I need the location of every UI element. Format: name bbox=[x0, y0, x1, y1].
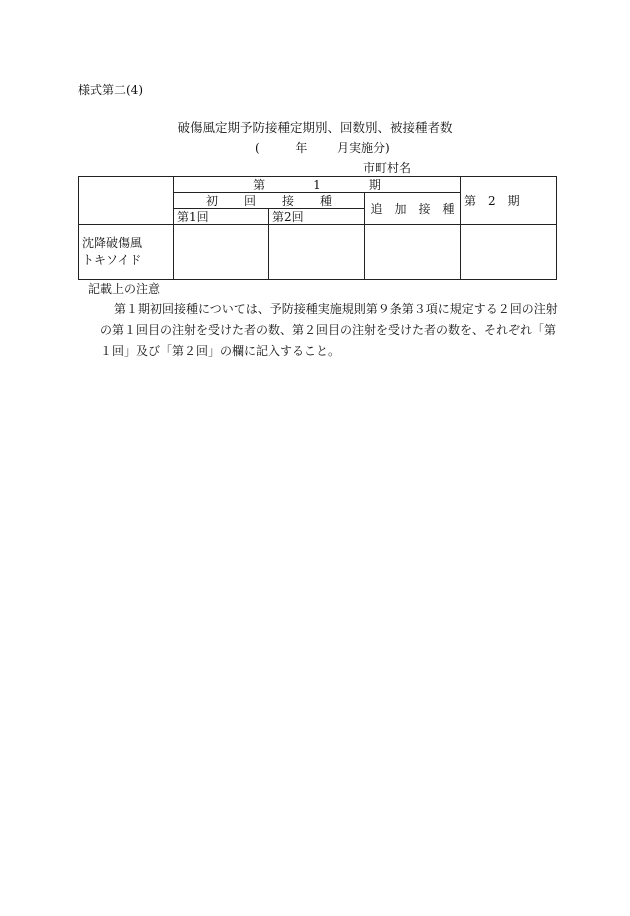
booster-value-cell[interactable] bbox=[365, 225, 461, 280]
notes-line-1: 第１期初回接種については、予防接種実施規則第９条第３項に規定する２回の注射 bbox=[114, 302, 558, 316]
header-blank-cell bbox=[79, 177, 174, 225]
notes-body bbox=[100, 299, 560, 362]
notes-heading: 記載上の注意 bbox=[88, 282, 161, 296]
notes-line-2: の第１回目の注射を受けた者の数、第２回目の注射を受けた者の数を、それぞれ「第 bbox=[100, 323, 557, 337]
dose2-header: 第2回 bbox=[269, 209, 365, 225]
dose2-value-cell[interactable] bbox=[269, 225, 365, 280]
form-label: 様式第二(4) bbox=[78, 83, 143, 97]
dose1-header: 第1回 bbox=[174, 209, 269, 225]
period-open: ( bbox=[255, 141, 260, 155]
phase2-header: 第 2 期 bbox=[461, 177, 557, 225]
period-month: 月実施分) bbox=[337, 141, 390, 155]
row-label-tetanus-toxoid: 沈降破傷風 トキソイド bbox=[79, 225, 174, 280]
notes-line-3: １回」及び「第２回」の欄に記入すること。 bbox=[100, 344, 341, 358]
period-year: 年 bbox=[295, 141, 308, 155]
period-line bbox=[255, 142, 390, 154]
phase1-header: 第 1 期 bbox=[174, 177, 461, 193]
municipality-label: 市町村名 bbox=[363, 161, 412, 175]
booster-vaccination-header: 追 加 接 種 bbox=[365, 193, 461, 225]
document-title: 破傷風定期予防接種定期別、回数別、被接種者数 bbox=[177, 120, 453, 135]
phase2-value-cell[interactable] bbox=[461, 225, 557, 280]
dose1-value-cell[interactable] bbox=[174, 225, 269, 280]
vaccination-table bbox=[78, 176, 557, 280]
initial-vaccination-header: 初 回 接 種 bbox=[174, 193, 365, 209]
